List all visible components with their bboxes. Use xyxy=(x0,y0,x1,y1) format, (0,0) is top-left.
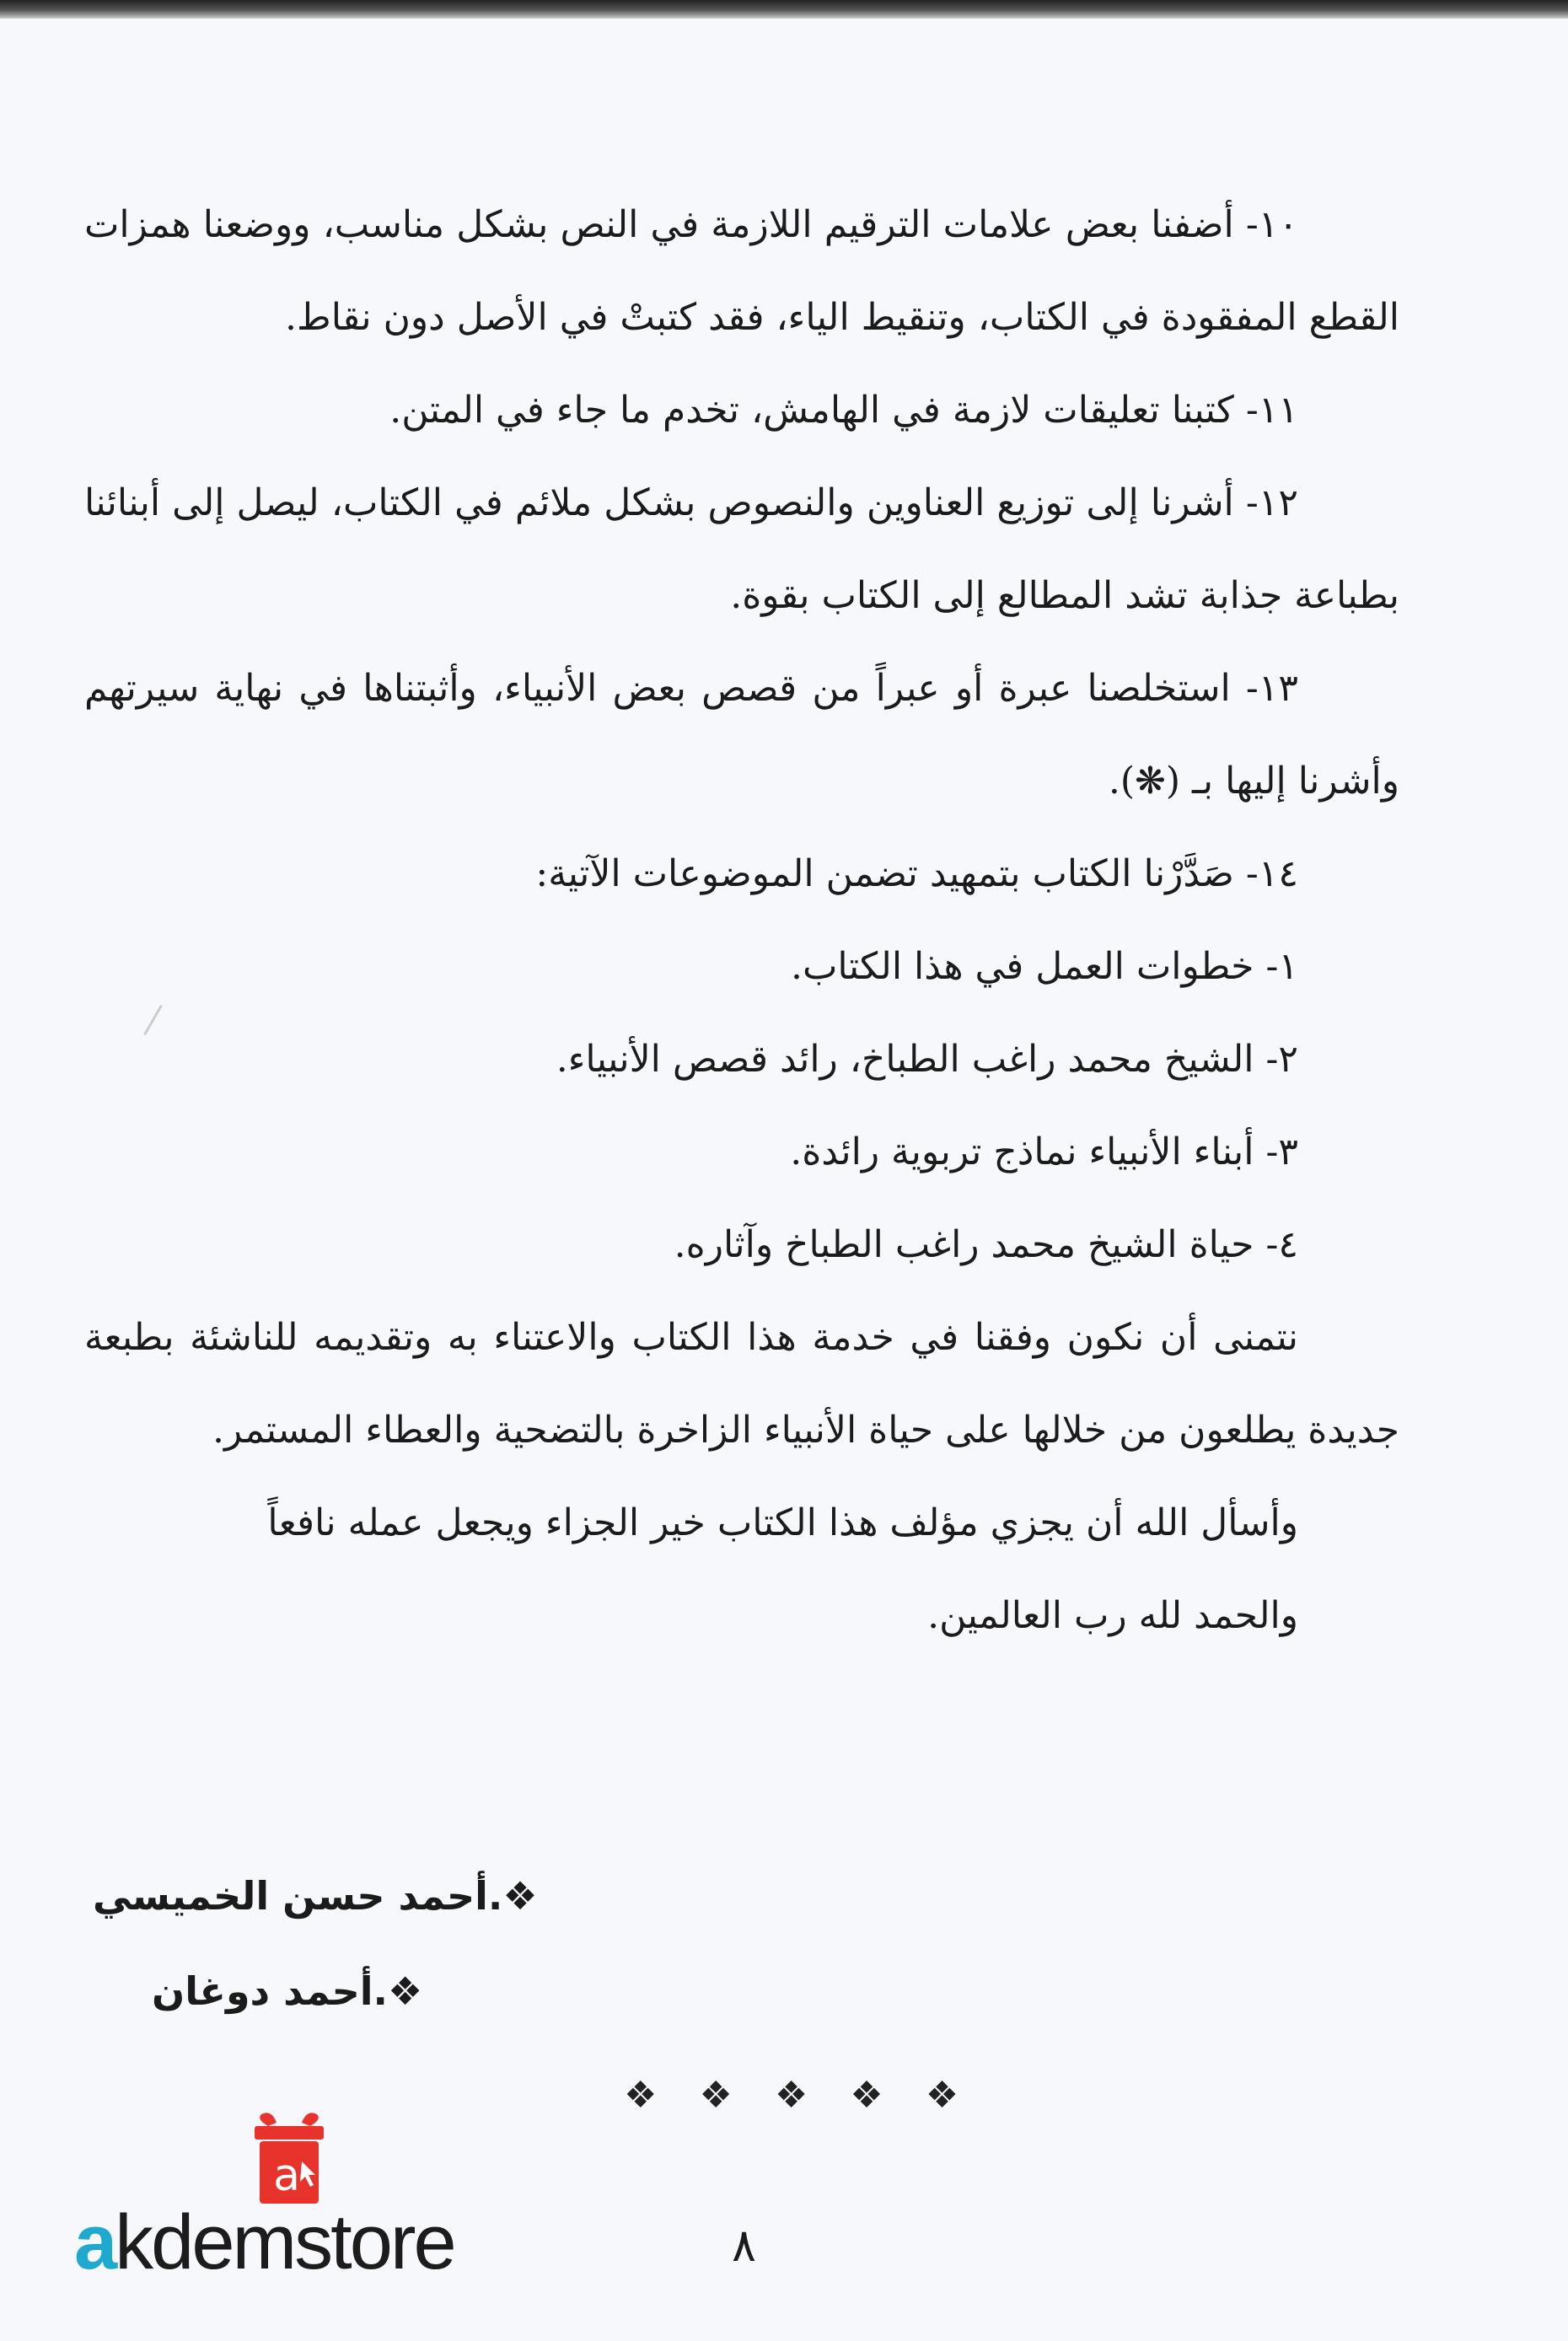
paragraph-12: ١٢- أشرنا إلى توزيع العناوين والنصوص بشكل ملائم في الكتاب، ليصل إلى أبنائنا بطباعة جذابة تشد المطالع إلى الكتاب بقوة. xyxy=(84,481,1399,617)
store-bag-letter: a xyxy=(273,2150,300,2201)
list-item: ١- خطوات العمل في هذا الكتاب. xyxy=(791,945,1298,988)
closing-paragraph: نتمنى أن نكون وفقنا في خدمة هذا الكتاب والاعتناء به وتقديمه للناشئة بطبعة جديدة يطلعون من خلالها على حياة الأنبياء الزاخرة بالتضحية والعطاء المستمر. xyxy=(84,1316,1399,1452)
page-number: ٨ xyxy=(732,2219,757,2272)
list-item: ٣- أبناء الأنبياء نماذج تربوية رائدة. xyxy=(790,1130,1298,1173)
watermark-rest: kdemstore xyxy=(115,2199,454,2285)
prayer-line-2: والحمد لله رب العالمين. xyxy=(927,1594,1298,1637)
paragraph-13: ١٣- استخلصنا عبرة أو عبراً من قصص بعض الأنبياء، وأثبتناها في نهاية سيرتهم وأشرنا إليها بـ (❋). xyxy=(84,667,1399,803)
store-bag-icon xyxy=(243,2107,336,2207)
list-item: ٤- حياة الشيخ محمد راغب الطباخ وآثاره. xyxy=(674,1223,1298,1266)
signature-second: ❖.أحمد دوغان xyxy=(152,1968,423,2014)
store-watermark xyxy=(74,2196,454,2289)
watermark-a: a xyxy=(74,2199,115,2285)
list-item: ٢- الشيخ محمد راغب الطباخ، رائد قصص الأنبياء. xyxy=(556,1038,1298,1081)
paragraph-11: ١١- كتبنا تعليقات لازمة في الهامش، تخدم ما جاء في المتن. xyxy=(389,389,1298,432)
paragraph-14: ١٤- صَدَّرْنا الكتاب بتمهيد تضمن الموضوعات الآتية: xyxy=(535,852,1298,895)
signature-first: ❖.أحمد حسن الخميسي xyxy=(93,1873,538,1919)
prayer-line-1: وأسأل الله أن يجزي مؤلف هذا الكتاب خير الجزاء ويجعل عمله نافعاً xyxy=(267,1501,1298,1544)
scan-shadow-edge xyxy=(0,0,1568,19)
section-ornament: ❖ ❖ ❖ ❖ ❖ xyxy=(624,2074,975,2117)
paragraph-10: ١٠- أضفنا بعض علامات الترقيم اللازمة في النص بشكل مناسب، ووضعنا همزات القطع المفقودة في الكتاب، وتنقيط الياء، فقد كتبتْ في الأصل دون نقاط. xyxy=(84,203,1399,339)
page-body xyxy=(84,179,1399,1662)
